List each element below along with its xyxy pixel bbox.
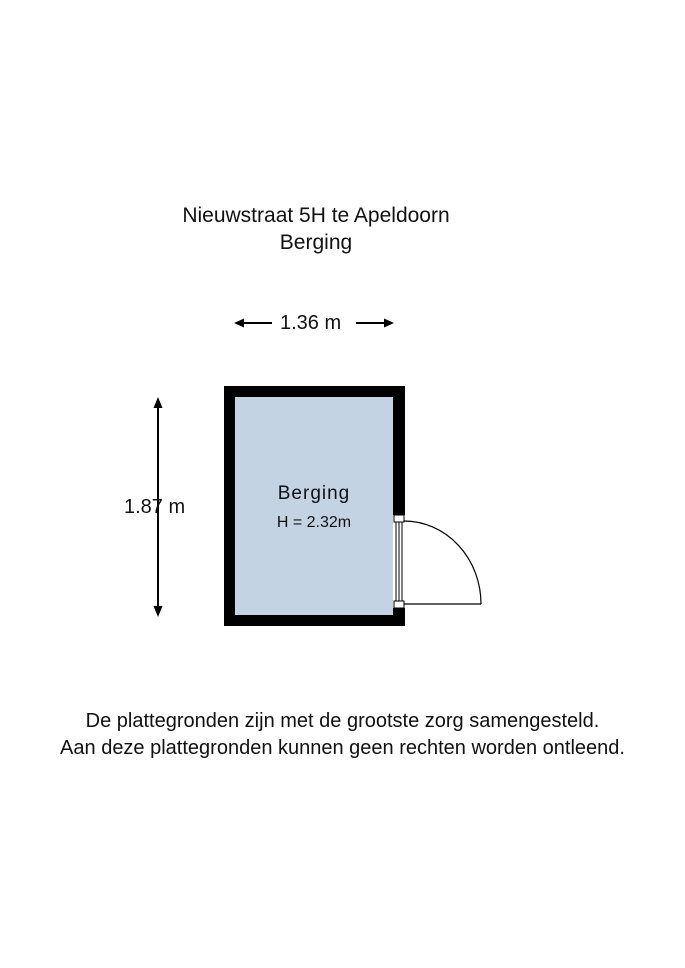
room-name-label: Berging — [277, 483, 351, 504]
height-dimension-label: 1.87 m — [124, 496, 186, 518]
door-swing — [404, 521, 481, 604]
disclaimer-line-1: De plattegronden zijn met de grootste zorg samengesteld. — [85, 710, 600, 732]
disclaimer-line-2: Aan deze plattegronden kunnen geen rechten worden ontleend. — [60, 737, 625, 759]
plan-address-title: Nieuwstraat 5H te Apeldoorn — [182, 204, 450, 227]
door-frame — [393, 515, 405, 608]
room-ceiling-height-label: H = 2.32m — [276, 514, 352, 531]
width-dimension-label: 1.36 m — [280, 312, 342, 334]
plan-floor-title: Berging — [279, 231, 353, 254]
room-floor-area — [235, 397, 393, 615]
